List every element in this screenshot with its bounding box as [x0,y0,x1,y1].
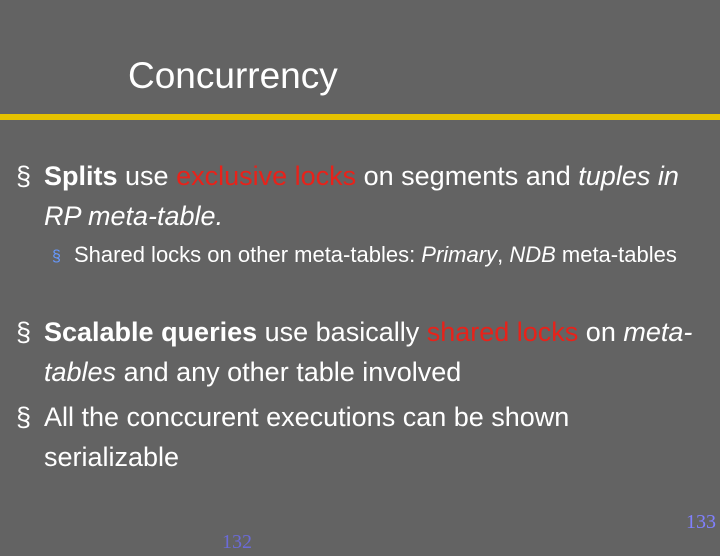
title-bar [0,0,720,114]
sub-bullet-sep: , [497,242,510,267]
page-number-ghost: 132 [222,531,252,553]
bullet-text: use basically [257,317,427,347]
sub-bullet-text: Shared locks on other meta-tables: [74,242,422,267]
bullet-marker-icon: § [16,317,32,347]
bullet-highlight: shared locks [426,317,579,347]
sub-bullet-italic: NDB [509,242,556,267]
bullet-marker-icon: § [16,402,32,432]
bullet-highlight: exclusive locks [176,161,357,191]
bullet-scalable-queries [44,312,704,392]
bullet-text: on segments and [356,161,579,191]
bullet-text: use [117,161,177,191]
bullet-marker-icon: § [16,161,32,191]
sub-bullet-shared-locks [74,238,704,272]
title-accent-rule [0,114,720,120]
bullet-serializable: All the conccurent executions can be shown serializable [44,402,570,472]
sub-bullet-italic: Primary [421,242,498,267]
bullet-lead: Splits [44,161,118,191]
page-number: 133 [686,511,716,533]
sub-bullet-text: meta-tables [555,242,677,267]
bullet-splits [44,156,704,236]
bullet-lead: Scalable queries [44,317,258,347]
bullet-text: on [578,317,624,347]
bullet-text: and any other table involved [116,357,462,387]
bullet-italic: tuples in RP meta-table. [44,161,679,231]
bullet-italic: meta-tables [44,317,693,387]
slide-title: Concurrency [128,55,338,96]
sub-bullet-marker-icon: § [52,248,61,265]
